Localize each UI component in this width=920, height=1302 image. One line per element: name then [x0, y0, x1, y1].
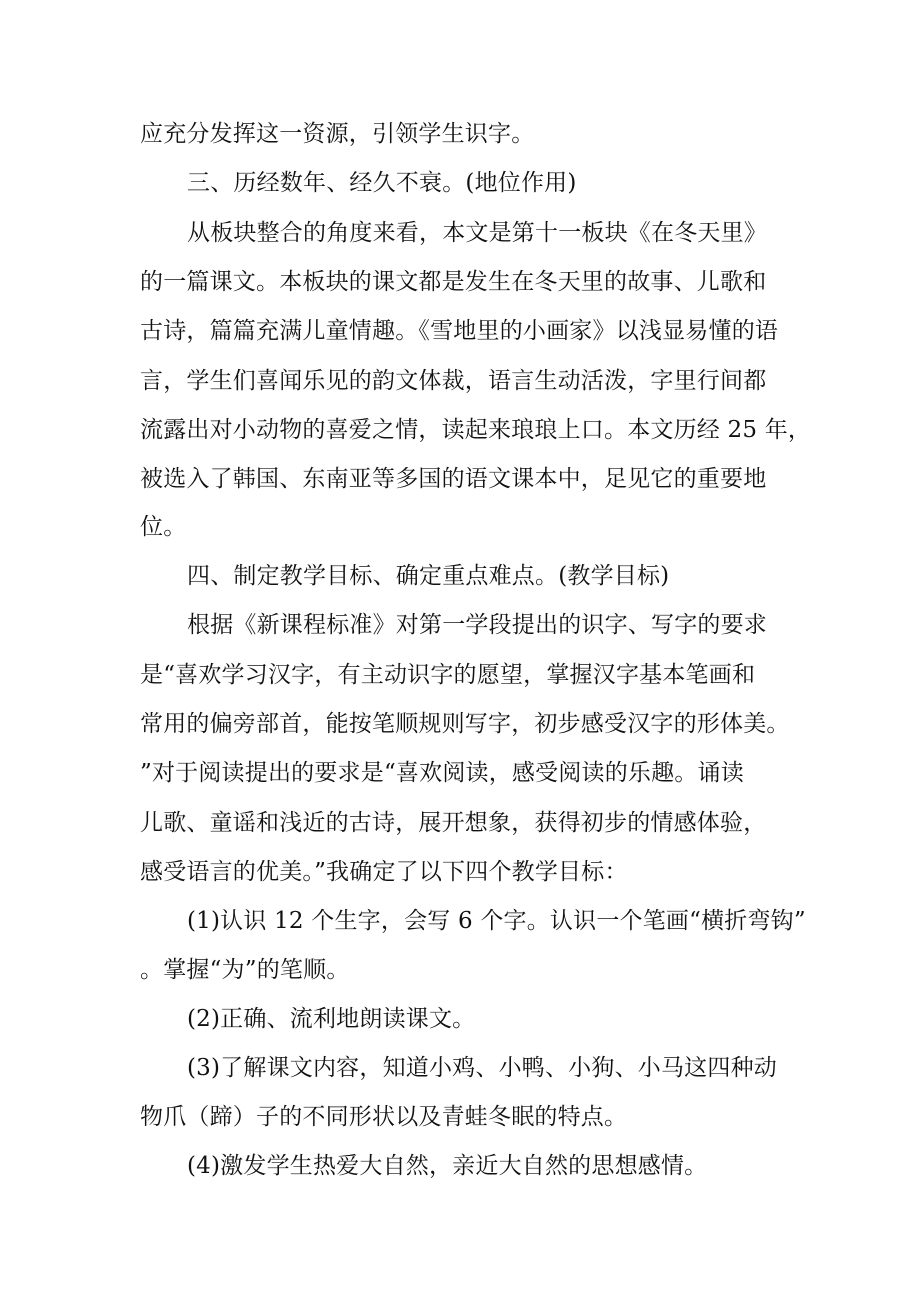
section-heading-4: 四、制定教学目标、确定重点难点。(教学目标) [187, 563, 670, 589]
objective-item-2: (2)正确、流利地朗读课文。 [187, 1006, 476, 1032]
text-line: 根据《新课程标准》对第一学段提出的识字、写字的要求 [187, 612, 767, 638]
text-line: 是“喜欢学习汉字，有主动识字的愿望，掌握汉字基本笔画和 [140, 662, 756, 688]
section-heading-3: 三、历经数年、经久不衰。(地位作用) [187, 170, 577, 196]
text-line: 位。 [140, 514, 187, 540]
text-line: ”对于阅读提出的要求是“喜欢阅读，感受阅读的乐趣。诵读 [140, 760, 744, 786]
text-line: 流露出对小动物的喜爱之情，读起来琅琅上口。本文历经 25 年， [140, 417, 812, 443]
text-line: 的一篇课文。本板块的课文都是发生在冬天里的故事、儿歌和 [140, 269, 767, 295]
text-line: 古诗，篇篇充满儿童情趣。《雪地里的小画家》以浅显易懂的语 [140, 318, 779, 344]
text-line: 从板块整合的角度来看，本文是第十一板块《在冬天里》 [187, 220, 767, 246]
objective-item-4: (4)激发学生热爱大自然，亲近大自然的思想感情。 [187, 1153, 708, 1179]
objective-item-1: (1)认识 12 个生字，会写 6 个字。认识一个笔画“横折弯钩” [187, 908, 806, 934]
objective-item-3: (3)了解课文内容，知道小鸡、小鸭、小狗、小马这四种动 [187, 1055, 777, 1081]
text-line: 言，学生们喜闻乐见的韵文体裁，语言生动活泼，字里行间都 [140, 368, 767, 394]
text-line: 儿歌、童谣和浅近的古诗，展开想象，获得初步的情感体验， [140, 810, 767, 836]
text-line: 物爪（蹄）子的不同形状以及青蛙冬眠的特点。 [140, 1104, 628, 1130]
text-line: 常用的偏旁部首，能按笔顺规则写字，初步感受汉字的形体美。 [140, 711, 790, 737]
text-line: 应充分发挥这一资源，引领学生识字。 [140, 121, 535, 147]
text-line: 。掌握“为”的笔顺。 [140, 957, 350, 983]
text-line: 感受语言的优美。”我确定了以下四个教学目标： [140, 859, 628, 885]
text-line: 被选入了韩国、东南亚等多国的语文课本中，足见它的重要地 [140, 466, 767, 492]
